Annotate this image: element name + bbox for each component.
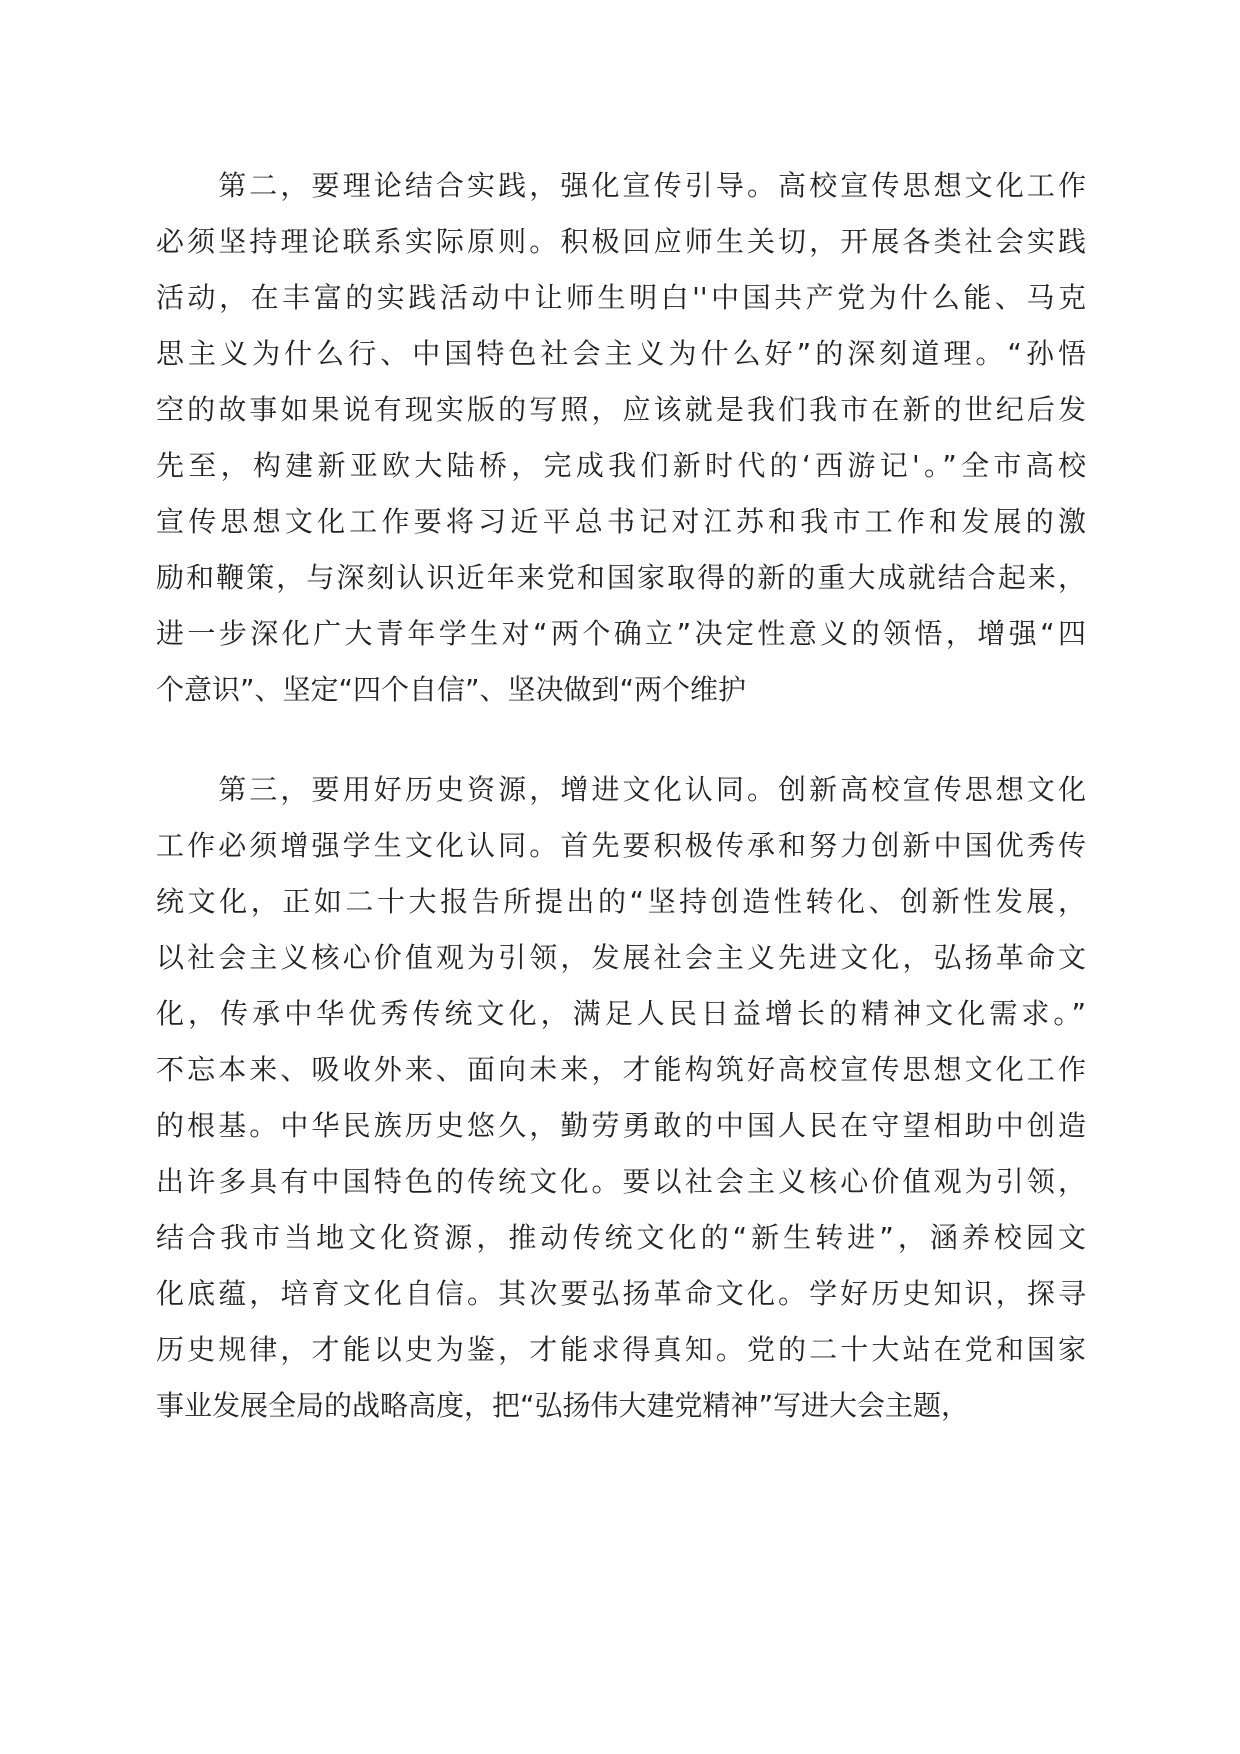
text-line: 必须坚持理论联系实际原则。积极回应师生关切，开展各类社会实践	[156, 225, 1086, 258]
paragraph-second-point	[156, 158, 1086, 718]
text-line: 结合我市当地文化资源，推动传统文化的“新生转进”，涵养校园文	[156, 1221, 1086, 1254]
text-line: 事业发展全局的战略高度，把“弘扬伟大建党精神”写进大会主题，	[156, 1389, 970, 1422]
paragraph-third-point	[156, 762, 1086, 1434]
text-line: 化，传承中华优秀传统文化，满足人民日益增长的精神文化需求。”	[156, 997, 1086, 1030]
text-line: 的根基。中华民族历史悠久，勤劳勇敢的中国人民在守望相助中创造	[156, 1109, 1086, 1142]
text-line: 历史规律，才能以史为鉴，才能求得真知。党的二十大站在党和国家	[156, 1333, 1086, 1366]
text-line: 励和鞭策，与深刻认识近年来党和国家取得的新的重大成就结合起来，	[156, 561, 1086, 594]
text-line: 空的故事如果说有现实版的写照，应该就是我们我市在新的世纪后发	[156, 393, 1086, 426]
text-line: 出许多具有中国特色的传统文化。要以社会主义核心价值观为引领，	[156, 1165, 1086, 1198]
text-line: 进一步深化广大青年学生对“两个确立”决定性意义的领悟，增强“四	[156, 617, 1086, 650]
text-line: 化底蕴，培育文化自信。其次要弘扬革命文化。学好历史知识，探寻	[156, 1277, 1086, 1310]
text-line: 以社会主义核心价值观为引领，发展社会主义先进文化，弘扬革命文	[156, 941, 1086, 974]
text-line: 先至，构建新亚欧大陆桥，完成我们新时代的‘西游记'。”全市高校	[156, 449, 1086, 482]
text-line: 第三，要用好历史资源，增进文化认同。创新高校宣传思想文化	[156, 773, 1086, 806]
text-line: 活动，在丰富的实践活动中让师生明白''中国共产党为什么能、马克	[156, 281, 1086, 314]
text-line: 不忘本来、吸收外来、面向未来，才能构筑好高校宣传思想文化工作	[156, 1053, 1086, 1086]
text-line: 第二，要理论结合实践，强化宣传引导。高校宣传思想文化工作	[156, 169, 1086, 202]
text-line: 个意识”、坚定“四个自信”、坚决做到“两个维护	[156, 673, 747, 706]
text-line: 宣传思想文化工作要将习近平总书记对江苏和我市工作和发展的激	[156, 505, 1086, 538]
text-line: 思主义为什么行、中国特色社会主义为什么好”的深刻道理。“孙悟	[156, 337, 1086, 370]
text-line: 工作必须增强学生文化认同。首先要积极传承和努力创新中国优秀传	[156, 829, 1086, 862]
text-line: 统文化，正如二十大报告所提出的“坚持创造性转化、创新性发展，	[156, 885, 1086, 918]
